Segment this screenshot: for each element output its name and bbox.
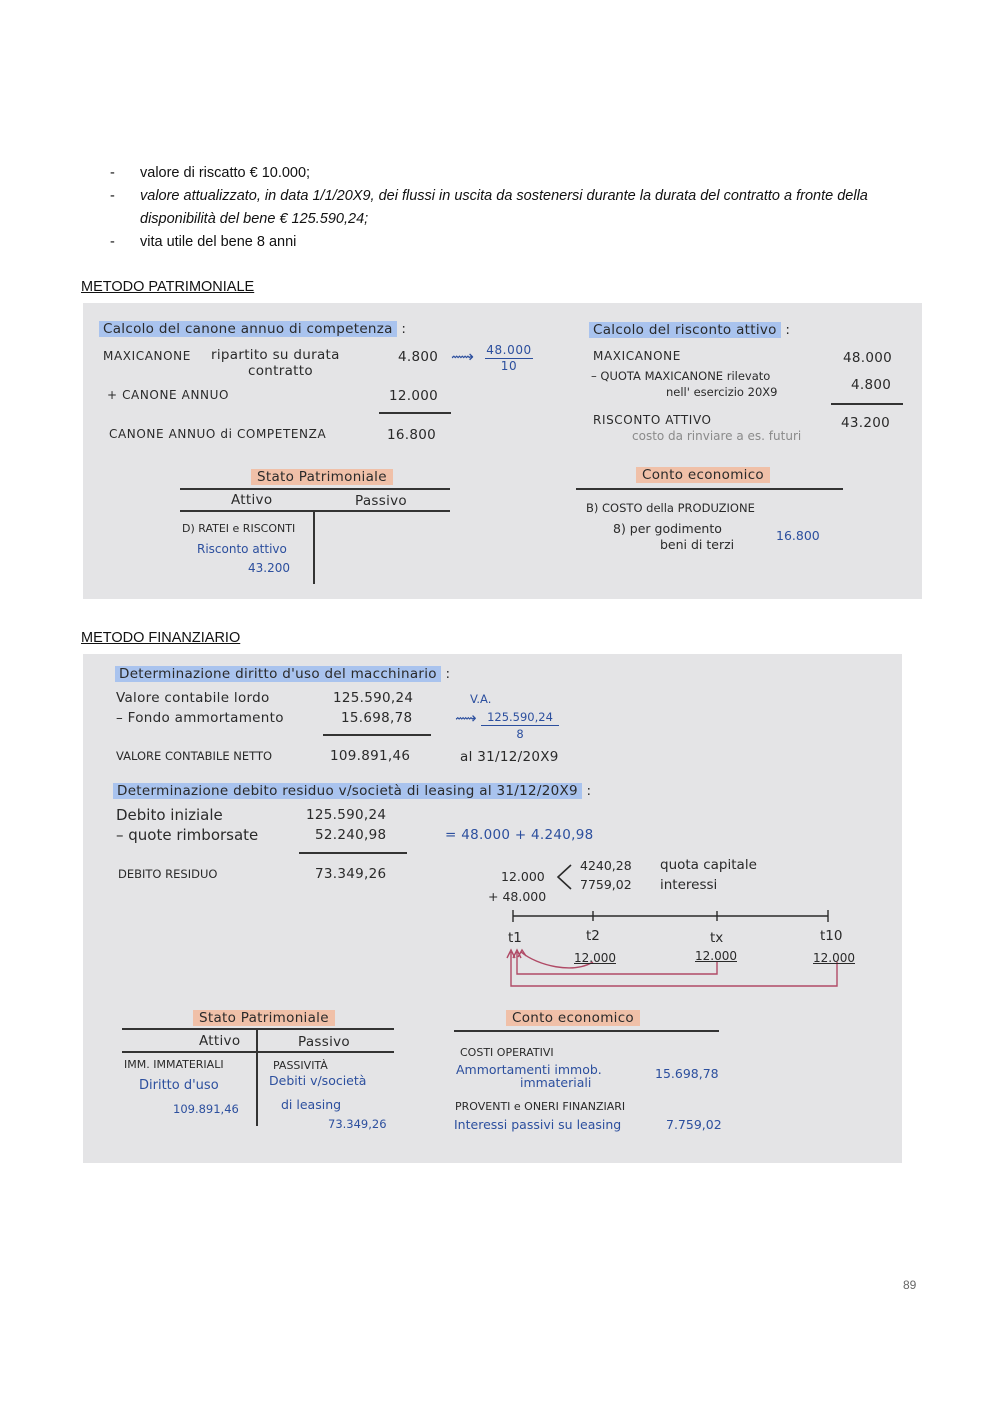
- bullet-dash: -: [110, 234, 115, 250]
- bullet-item: valore attualizzato, in data 1/1/20X9, dei flussi in uscita da sostenersi durante la durata del contratto a fronte della disponibilità del bene € 125.590,24;: [140, 188, 868, 227]
- ce-interessi-value: 7.759,02: [666, 1117, 722, 1132]
- fondo-label: – Fondo ammortamento: [116, 710, 284, 726]
- canone-title: Calcolo del canone annuo di competenza :: [99, 321, 406, 337]
- va-label: V.A.: [470, 692, 492, 706]
- lordo-label: Valore contabile lordo: [116, 690, 270, 706]
- ce-ammortamenti: immateriali: [520, 1075, 592, 1090]
- ce-proventi-oneri: PROVENTI e ONERI FINANZIARI: [455, 1100, 626, 1113]
- fraction-numerator: 125.590,24: [487, 710, 553, 724]
- debito-iniziale-value: 125.590,24: [306, 807, 387, 823]
- lordo-value: 125.590,24: [333, 690, 414, 706]
- sp-debiti-leasing: Debiti v/società: [269, 1073, 367, 1088]
- maxicanone-note: ripartito su durata: [211, 347, 340, 363]
- fraction-denominator: 10: [500, 359, 518, 373]
- maxicanone-label: MAXICANONE: [103, 349, 191, 363]
- ce-costi-operativi: COSTI OPERATIVI: [460, 1046, 554, 1059]
- interessi-label: interessi: [660, 877, 718, 893]
- ce-godimento: beni di terzi: [660, 537, 735, 552]
- sp-imm-immateriali: IMM. IMMATERIALI: [124, 1058, 224, 1071]
- netto-value: 109.891,46: [330, 748, 411, 764]
- ce-title: Conto economico: [636, 467, 770, 483]
- sp-title: Stato Patrimoniale: [193, 1010, 335, 1026]
- ce-godimento: 8) per godimento: [613, 521, 722, 536]
- timeline-label: t1: [508, 930, 522, 946]
- maxicanone-note: contratto: [248, 363, 313, 379]
- risconto-note: costo da rinviare a es. futuri: [632, 429, 802, 443]
- sp-diritto-uso: Diritto d'uso: [139, 1078, 219, 1093]
- fraction-denominator: 8: [516, 727, 524, 741]
- timeline-amount: 12.000: [574, 951, 616, 965]
- risconto-maxicanone-label: MAXICANONE: [593, 349, 681, 363]
- section-heading-patrimoniale: METODO PATRIMONIALE: [81, 279, 255, 295]
- timeline-amount: 12.000: [695, 949, 737, 963]
- sp-diritto-value: 109.891,46: [173, 1102, 239, 1116]
- fraction-numerator: 48.000: [486, 343, 532, 357]
- canone-annuo-value: 12.000: [389, 388, 439, 404]
- page-number: 89: [903, 1278, 917, 1292]
- timeline-label: t2: [586, 928, 600, 944]
- bullet-dash: -: [110, 188, 115, 204]
- ce-godimento-value: 16.800: [776, 528, 820, 543]
- quota-maxicanone-value: 4.800: [851, 377, 892, 393]
- canone-competenza-label: CANONE ANNUO di COMPETENZA: [109, 427, 327, 441]
- debito-title: Determinazione debito residuo v/società di leasing al 31/12/20X9 :: [113, 783, 591, 799]
- ce-interessi-passivi: Interessi passivi su leasing: [454, 1117, 622, 1132]
- diritto-title: Determinazione diritto d'uso del macchinario :: [115, 666, 450, 682]
- sp-attivo-header: Attivo: [231, 492, 273, 508]
- sp-risconto-attivo: Risconto attivo: [197, 542, 287, 556]
- sp-passivo-header: Passivo: [298, 1034, 350, 1050]
- timeline-diagram: [503, 904, 873, 994]
- split-bracket-icon: [555, 862, 575, 892]
- section-heading-finanziario: METODO FINANZIARIO: [81, 630, 241, 646]
- timeline-amount: 12.000: [813, 951, 855, 965]
- risconto-maxicanone-value: 48.000: [843, 350, 893, 366]
- quote-rimborsate-value: 52.240,98: [315, 827, 387, 843]
- rata-value: 12.000: [501, 869, 545, 884]
- sp-debiti-value: 73.349,26: [328, 1117, 387, 1131]
- risconto-attivo-label: RISCONTO ATTIVO: [593, 413, 712, 427]
- plus-value: + 48.000: [488, 889, 547, 904]
- squiggle-arrow-icon: ⟿: [455, 709, 477, 727]
- notes-panel-finanziario: [83, 654, 902, 1163]
- timeline-label: t10: [820, 928, 843, 944]
- quota-maxicanone-label: nell' esercizio 20X9: [666, 385, 778, 399]
- sp-risconto-value: 43.200: [248, 561, 290, 575]
- maxicanone-value: 4.800: [398, 349, 439, 365]
- bullet-dash: -: [110, 165, 115, 181]
- squiggle-arrow-icon: ⟿: [451, 347, 474, 366]
- sp-passivita: PASSIVITÀ: [273, 1059, 328, 1072]
- bullet-item: valore di riscatto € 10.000;: [140, 165, 311, 181]
- netto-date: al 31/12/20X9: [460, 749, 559, 765]
- canone-annuo-label: + CANONE ANNUO: [107, 388, 230, 402]
- risconto-attivo-value: 43.200: [841, 415, 891, 431]
- sp-attivo-header: Attivo: [199, 1033, 241, 1049]
- debito-residuo-value: 73.349,26: [315, 866, 387, 882]
- capitale-value: 4240,28: [580, 858, 632, 873]
- quota-maxicanone-label: – QUOTA MAXICANONE rilevato: [591, 369, 771, 383]
- risconto-title: Calcolo del risconto attivo :: [589, 322, 790, 338]
- interessi-value: 7759,02: [580, 877, 632, 892]
- netto-label: VALORE CONTABILE NETTO: [116, 749, 273, 763]
- sp-ratei-risconti: D) RATEI e RISCONTI: [182, 522, 296, 535]
- capitale-label: quota capitale: [660, 857, 757, 873]
- sp-debiti-leasing: di leasing: [281, 1097, 342, 1112]
- ce-title: Conto economico: [506, 1010, 640, 1026]
- sp-title: Stato Patrimoniale: [251, 469, 393, 485]
- fondo-value: 15.698,78: [341, 710, 413, 726]
- canone-competenza-value: 16.800: [387, 427, 437, 443]
- sp-passivo-header: Passivo: [355, 493, 407, 509]
- timeline-label: tx: [710, 930, 724, 946]
- debito-residuo-label: DEBITO RESIDUO: [118, 867, 218, 881]
- quote-calc: = 48.000 + 4.240,98: [445, 827, 594, 843]
- notes-panel-patrimoniale: [83, 303, 922, 599]
- quote-rimborsate-label: – quote rimborsate: [116, 826, 259, 844]
- ce-ammortamenti: Ammortamenti immob.: [456, 1062, 602, 1077]
- debito-iniziale-label: Debito iniziale: [116, 806, 223, 824]
- ce-ammortamenti-value: 15.698,78: [655, 1066, 719, 1081]
- bullet-item: vita utile del bene 8 anni: [140, 234, 297, 250]
- ce-costo-produzione: B) COSTO della PRODUZIONE: [586, 501, 755, 515]
